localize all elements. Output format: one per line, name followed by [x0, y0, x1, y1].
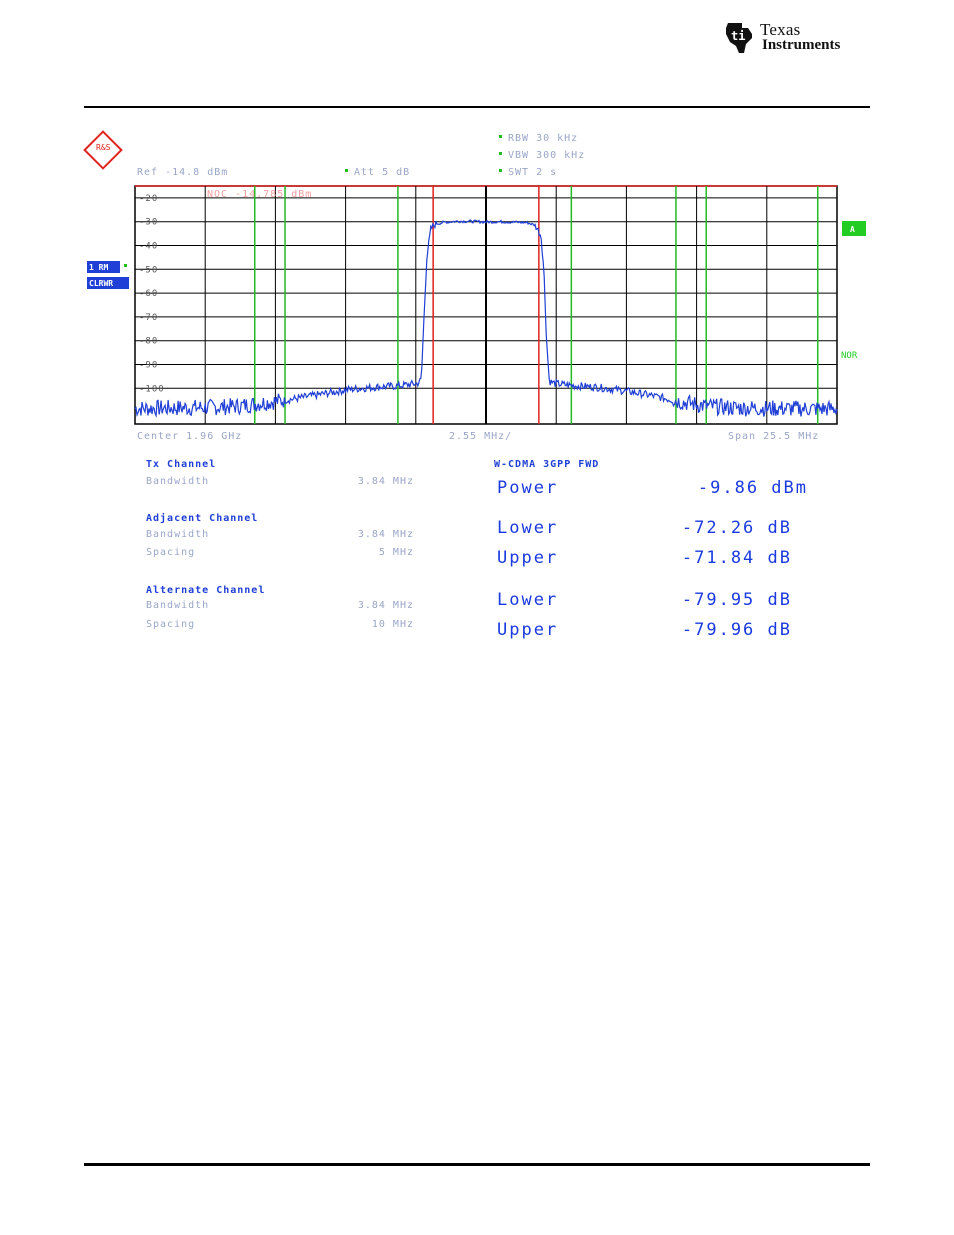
center-frequency-readout: Center 1.96 GHz — [137, 431, 243, 442]
standard-title: W-CDMA 3GPP FWD — [494, 459, 600, 470]
alternate-bandwidth-value: 3.84 MHz — [357, 600, 414, 611]
nor-label: NOR — [841, 351, 858, 361]
y-tick-label: -100 — [139, 384, 165, 395]
ref-level-readout: Ref -14.8 dBm — [137, 167, 229, 178]
rs-logo-text: R&S — [96, 143, 111, 152]
swt-marker-icon — [499, 169, 502, 172]
alternate-spacing-value: 10 MHz — [371, 619, 414, 630]
tx-bandwidth-value: 3.84 MHz — [357, 476, 414, 487]
y-tick-label: -30 — [139, 217, 159, 228]
y-tick-label: -90 — [139, 360, 159, 371]
vbw-readout: VBW 300 kHz — [508, 150, 586, 161]
adjacent-lower-value: -72.26 dB — [681, 518, 792, 538]
y-tick-label: -60 — [139, 289, 159, 300]
alternate-upper-value: -79.96 dB — [681, 620, 792, 640]
att-marker-icon — [345, 169, 348, 172]
tx-bandwidth-label: Bandwidth — [146, 476, 210, 487]
rs-logo-icon — [85, 132, 122, 169]
y-tick-label: -80 — [139, 336, 159, 347]
adjacent-bandwidth-value: 3.84 MHz — [357, 529, 414, 540]
y-tick-label: -40 — [139, 241, 159, 252]
swt-readout: SWT 2 s — [508, 167, 558, 178]
alternate-upper-label: Upper — [497, 620, 559, 640]
footer-rule — [84, 1163, 870, 1166]
marker-a-label: A — [850, 225, 855, 234]
power-label: Power — [497, 478, 559, 498]
adjacent-upper-label: Upper — [497, 548, 559, 568]
division-readout: 2.55 MHz/ — [449, 431, 513, 442]
y-tick-label: -20 — [139, 193, 159, 204]
adjacent-lower-label: Lower — [497, 518, 559, 538]
spectrum-plot — [135, 186, 837, 424]
trace1-label: 1 RM — [89, 263, 109, 272]
alternate-bandwidth-label: Bandwidth — [146, 600, 210, 611]
rbw-readout: RBW 30 kHz — [508, 133, 579, 144]
adjacent-bandwidth-label: Bandwidth — [146, 529, 210, 540]
alternate-lower-label: Lower — [497, 590, 559, 610]
adjacent-upper-value: -71.84 dB — [681, 548, 792, 568]
alternate-channel-title: Alternate Channel — [146, 585, 266, 596]
trace1-mode-label: CLRWR — [89, 279, 114, 288]
power-value: -9.86 dBm — [697, 478, 808, 498]
y-tick-label: -50 — [139, 265, 159, 276]
attenuation-readout: Att 5 dB — [354, 167, 411, 178]
rbw-marker-icon — [499, 135, 502, 138]
span-readout: Span 25.5 MHz — [728, 431, 820, 442]
alternate-lower-value: -79.95 dB — [681, 590, 792, 610]
tx-channel-title: Tx Channel — [146, 459, 217, 470]
noc-readout: NOC -14.785 dBm — [207, 189, 313, 200]
logo-text-line1: Texas — [760, 20, 801, 39]
logo-text-line2: Instruments — [762, 37, 841, 53]
alternate-spacing-label: Spacing — [146, 619, 196, 630]
adjacent-spacing-label: Spacing — [146, 547, 196, 558]
adjacent-spacing-value: 5 MHz — [378, 547, 414, 558]
y-tick-label: -70 — [139, 312, 159, 323]
trace1-marker-icon — [124, 264, 127, 267]
adjacent-channel-title: Adjacent Channel — [146, 513, 259, 524]
svg-text:ti: ti — [731, 29, 746, 43]
vbw-marker-icon — [499, 152, 502, 155]
